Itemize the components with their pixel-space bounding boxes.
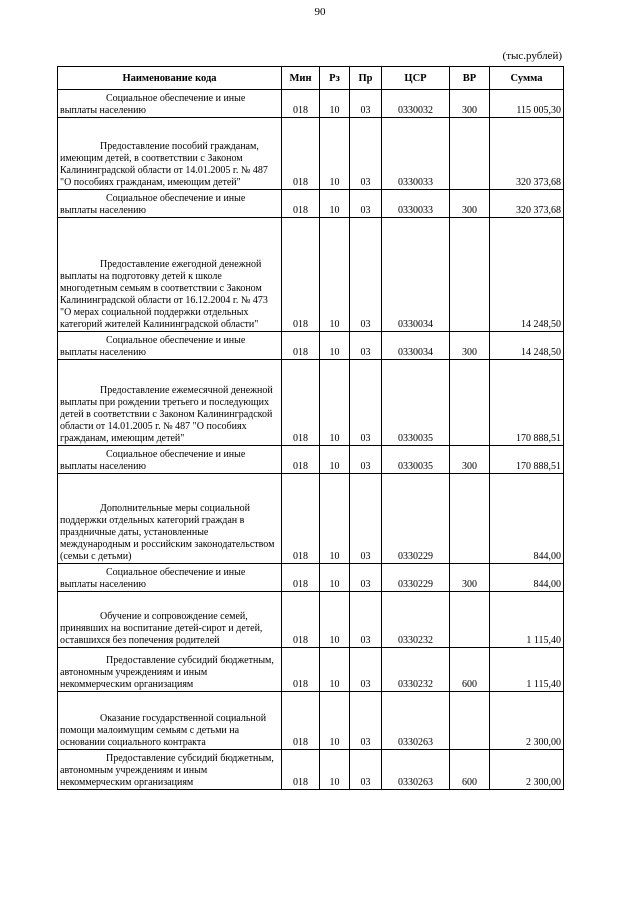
row-csr: 0330232: [382, 648, 450, 692]
row-min: 018: [282, 332, 320, 360]
row-csr: 0330034: [382, 332, 450, 360]
row-sum: 2 300,00: [490, 692, 564, 750]
row-min: 018: [282, 592, 320, 648]
row-rz: 10: [320, 332, 350, 360]
row-pr: 03: [350, 648, 382, 692]
header-vr: ВР: [450, 67, 490, 90]
row-rz: 10: [320, 750, 350, 790]
row-name: Предоставление субсидий бюджетным, автономным учреждениям и иным некоммерческим организациям: [58, 648, 282, 692]
row-vr: 600: [450, 648, 490, 692]
row-min: 018: [282, 564, 320, 592]
row-vr: 600: [450, 750, 490, 790]
table-row: [58, 648, 564, 692]
row-min: 018: [282, 218, 320, 332]
row-vr: [450, 474, 490, 564]
header-pr: Пр: [350, 67, 382, 90]
row-pr: 03: [350, 332, 382, 360]
row-name: Социальное обеспечение и иные выплаты населению: [58, 446, 282, 474]
row-min: 018: [282, 692, 320, 750]
row-pr: 03: [350, 564, 382, 592]
row-sum: 844,00: [490, 564, 564, 592]
row-rz: 10: [320, 360, 350, 446]
row-sum: 170 888,51: [490, 446, 564, 474]
row-rz: 10: [320, 474, 350, 564]
row-min: 018: [282, 648, 320, 692]
row-min: 018: [282, 446, 320, 474]
table-row: [58, 360, 564, 446]
table-row: [58, 592, 564, 648]
row-csr: 0330035: [382, 446, 450, 474]
row-csr: 0330033: [382, 118, 450, 190]
row-sum: 1 115,40: [490, 592, 564, 648]
row-vr: [450, 692, 490, 750]
row-min: 018: [282, 750, 320, 790]
table-row: [58, 750, 564, 790]
row-pr: 03: [350, 90, 382, 118]
row-csr: 0330263: [382, 692, 450, 750]
page-number: 90: [314, 6, 326, 18]
row-min: 018: [282, 190, 320, 218]
row-vr: 300: [450, 190, 490, 218]
row-name: Социальное обеспечение и иные выплаты населению: [58, 564, 282, 592]
row-rz: 10: [320, 564, 350, 592]
row-name: Социальное обеспечение и иные выплаты населению: [58, 90, 282, 118]
header-rz: Рз: [320, 67, 350, 90]
row-vr: 300: [450, 446, 490, 474]
row-pr: 03: [350, 592, 382, 648]
row-rz: 10: [320, 592, 350, 648]
row-sum: 170 888,51: [490, 360, 564, 446]
row-name: Предоставление субсидий бюджетным, автономным учреждениям и иным некоммерческим организациям: [58, 750, 282, 790]
row-name: Социальное обеспечение и иные выплаты населению: [58, 332, 282, 360]
row-min: 018: [282, 118, 320, 190]
row-csr: 0330032: [382, 90, 450, 118]
row-rz: 10: [320, 118, 350, 190]
table-header-row: [58, 67, 564, 90]
row-name: Обучение и сопровождение семей, принявших на воспитание детей-сирот и детей, оставшихся без попечения родителей: [58, 592, 282, 648]
table-row: [58, 218, 564, 332]
row-name: Предоставление пособий гражданам, имеющим детей, в соответствии с Законом Калининградской области от 14.01.2005 г. № 487 "О пособиях гражданам, имеющим детей": [58, 118, 282, 190]
row-sum: 320 373,68: [490, 190, 564, 218]
row-rz: 10: [320, 692, 350, 750]
table-row: [58, 446, 564, 474]
table-row: [58, 564, 564, 592]
row-sum: 844,00: [490, 474, 564, 564]
row-vr: 300: [450, 332, 490, 360]
table-row: [58, 190, 564, 218]
row-name: Социальное обеспечение и иные выплаты населению: [58, 190, 282, 218]
row-sum: 1 115,40: [490, 648, 564, 692]
row-pr: 03: [350, 360, 382, 446]
row-rz: 10: [320, 648, 350, 692]
row-rz: 10: [320, 218, 350, 332]
table-row: [58, 692, 564, 750]
row-csr: 0330034: [382, 218, 450, 332]
header-name: Наименование кода: [58, 67, 282, 90]
row-min: 018: [282, 90, 320, 118]
row-rz: 10: [320, 90, 350, 118]
header-csr: ЦСР: [382, 67, 450, 90]
row-sum: 115 005,30: [490, 90, 564, 118]
table-row: [58, 332, 564, 360]
row-csr: 0330229: [382, 564, 450, 592]
row-pr: 03: [350, 692, 382, 750]
row-vr: [450, 218, 490, 332]
row-name: Предоставление ежегодной денежной выплаты на подготовку детей к школе многодетным семьям в соответствии с Законом Калининградской области от 16.12.2004 г. № 473 "О мерах социальной поддержки отдельных категорий жителей Калининградской области": [58, 218, 282, 332]
header-min: Мин: [282, 67, 320, 90]
table-row: [58, 90, 564, 118]
row-csr: 0330035: [382, 360, 450, 446]
row-sum: 14 248,50: [490, 218, 564, 332]
row-pr: 03: [350, 750, 382, 790]
header-sum: Сумма: [490, 67, 564, 90]
row-name: Оказание государственной социальной помощи малоимущим семьям с детьми на основании социального контракта: [58, 692, 282, 750]
row-pr: 03: [350, 190, 382, 218]
row-csr: 0330229: [382, 474, 450, 564]
row-name: Предоставление ежемесячной денежной выплаты при рождении третьего и последующих детей в соответствии с Законом Калининградской области от 14.01.2005 г. № 487 "О пособиях гражданам, имеющим детей": [58, 360, 282, 446]
row-pr: 03: [350, 218, 382, 332]
table-row: [58, 474, 564, 564]
row-vr: [450, 360, 490, 446]
row-min: 018: [282, 360, 320, 446]
row-pr: 03: [350, 474, 382, 564]
row-rz: 10: [320, 446, 350, 474]
row-csr: 0330232: [382, 592, 450, 648]
row-vr: 300: [450, 90, 490, 118]
row-sum: 14 248,50: [490, 332, 564, 360]
row-pr: 03: [350, 446, 382, 474]
row-vr: [450, 592, 490, 648]
units-label: (тыс.рублей): [502, 50, 562, 62]
row-vr: 300: [450, 564, 490, 592]
row-sum: 2 300,00: [490, 750, 564, 790]
budget-table: [57, 66, 564, 790]
row-pr: 03: [350, 118, 382, 190]
table-row: [58, 118, 564, 190]
row-sum: 320 373,68: [490, 118, 564, 190]
row-vr: [450, 118, 490, 190]
row-csr: 0330033: [382, 190, 450, 218]
row-rz: 10: [320, 190, 350, 218]
row-min: 018: [282, 474, 320, 564]
row-csr: 0330263: [382, 750, 450, 790]
row-name: Дополнительные меры социальной поддержки отдельных категорий граждан в праздничные даты, установленные международным и российским законодательством (семьи с детьми): [58, 474, 282, 564]
